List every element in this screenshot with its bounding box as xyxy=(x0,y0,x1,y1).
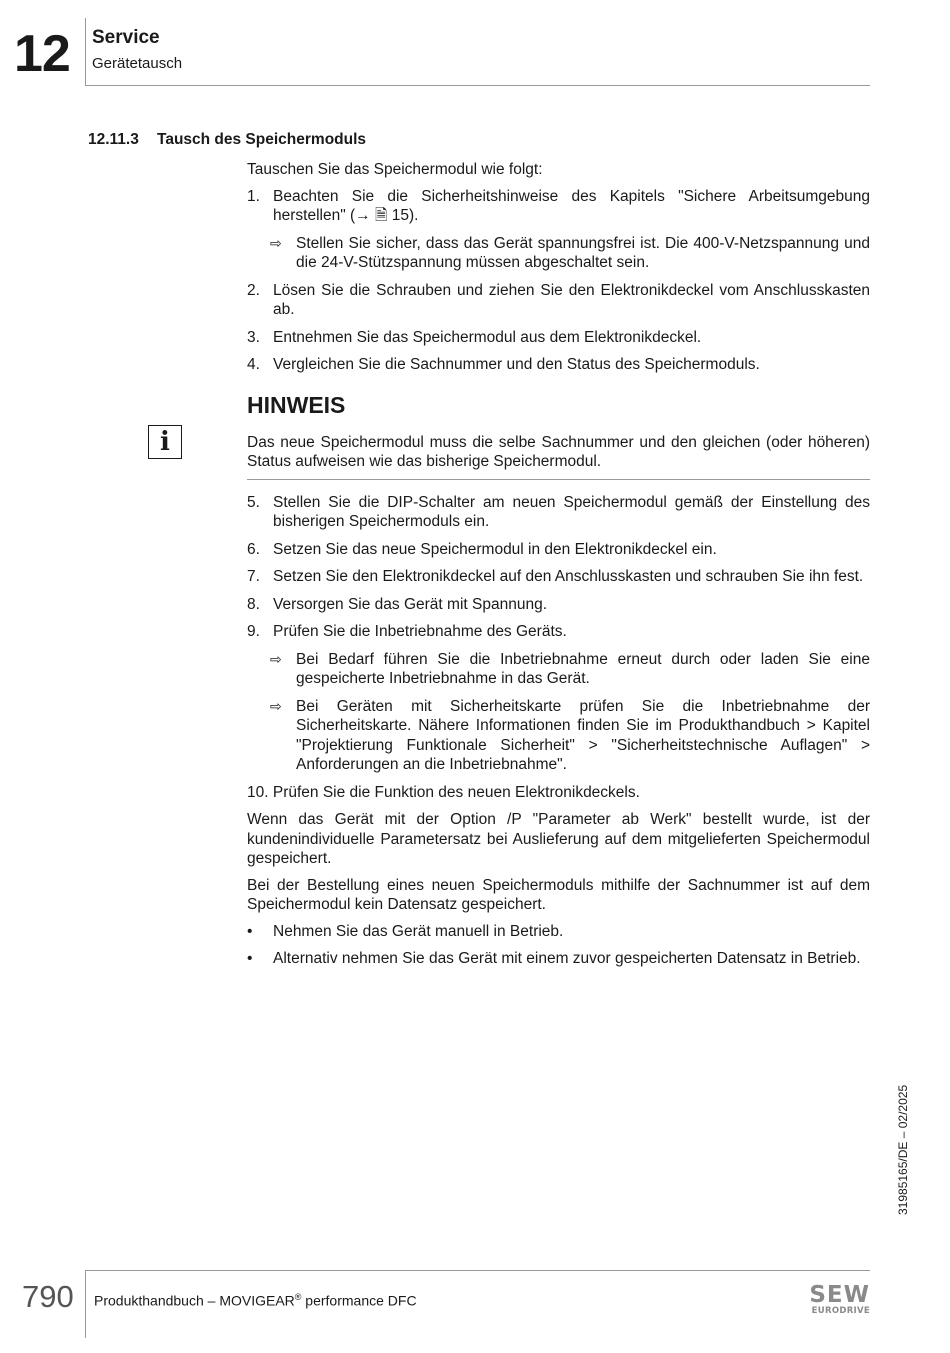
notice-text: Das neue Speichermodul muss die selbe Sachnummer und den gleichen (oder höheren) Status aufweisen wie das bisherige Speichermodul. xyxy=(247,433,870,470)
result-arrow-icon: ⇨ xyxy=(270,697,282,714)
notice-title: HINWEIS xyxy=(247,391,346,418)
step-text: Lösen Sie die Schrauben und ziehen Sie den Elektronikdeckel vom Anschlusskasten ab. xyxy=(273,281,870,318)
step-text: Entnehmen Sie das Speichermodul aus dem Elektronikdeckel. xyxy=(273,328,702,346)
list-item xyxy=(247,493,870,532)
step-number: 10. xyxy=(247,783,269,801)
paragraph: Wenn das Gerät mit der Option /P "Parameter ab Werk" bestellt wurde, ist der kundenindividuelle Parametersatz bei Auslieferung auf dem mitgelieferten Speichermodul gespeichert. xyxy=(247,811,870,867)
step-number: 4. xyxy=(247,356,260,373)
step-number: 6. xyxy=(247,540,260,558)
footer-title xyxy=(94,1292,417,1309)
chapter-number: 12 xyxy=(14,25,70,83)
list-item xyxy=(247,567,870,587)
logo-main: SEW xyxy=(809,1282,870,1308)
sub-item xyxy=(247,697,870,775)
chapter-title: Service xyxy=(92,27,160,48)
list-item xyxy=(247,355,870,375)
steps-list-b xyxy=(247,493,870,803)
list-item xyxy=(247,949,870,969)
bullet-list xyxy=(247,922,870,969)
page-number: 790 xyxy=(22,1279,74,1314)
steps-list-a xyxy=(247,187,870,375)
sub-item xyxy=(247,650,870,689)
step-number: 9. xyxy=(247,623,260,640)
step-number: 1. xyxy=(247,187,260,205)
step-text: Setzen Sie den Elektronikdeckel auf den Anschlusskasten und schrauben Sie ihn fest. xyxy=(273,568,864,585)
footer-divider-vertical xyxy=(85,1270,86,1338)
step-number: 3. xyxy=(247,328,260,346)
section-title: Tausch des Speichermoduls xyxy=(157,131,367,148)
sub-item-text: Bei Bedarf führen Sie die Inbetriebnahme erneut durch oder laden Sie eine gespeicherte Inbetriebnahme in das Gerät. xyxy=(296,650,870,687)
footer-divider-horizontal xyxy=(85,1270,870,1271)
list-item xyxy=(247,595,870,615)
result-arrow-icon: ⇨ xyxy=(270,650,282,667)
step-text: Prüfen Sie die Funktion des neuen Elektronikdeckels. xyxy=(272,783,640,801)
list-item xyxy=(247,540,870,560)
footer-title-text: Produkthandbuch – MOVIGEAR xyxy=(94,1292,295,1309)
sub-item-text: Bei Geräten mit Sicherheitskarte prüfen Sie die Inbetriebnahme der Sicherheitskarte. Nähere Informationen finden Sie im Produkthandbuch > Kapitel "Projektierung Funktionale Sicherheit" > "Sicherheitstechnische Auflagen" > Anforderungen an die Inbetriebnahme". xyxy=(296,697,870,773)
sub-item xyxy=(247,234,870,273)
sew-logo xyxy=(798,1284,870,1316)
sub-item-text: Stellen Sie sicher, dass das Gerät spannungsfrei ist. Die 400-V-Netzspannung und die 24-V-Stützspannung müssen abgeschaltet sein. xyxy=(296,234,870,271)
step-text: Prüfen Sie die Inbetriebnahme des Geräts. xyxy=(273,623,567,640)
notice-divider xyxy=(247,479,870,480)
step-text: Beachten Sie die Sicherheitshinweise des Kapitels "Sichere Arbeitsumgebung herstellen" (→ 🗎 15). xyxy=(273,187,870,224)
header-divider-horizontal xyxy=(85,85,870,86)
result-arrow-icon: ⇨ xyxy=(270,234,282,251)
step-number: 5. xyxy=(247,493,260,511)
bullet-icon: • xyxy=(247,922,253,940)
step-number: 8. xyxy=(247,595,260,613)
step-number: 7. xyxy=(247,568,260,585)
list-item xyxy=(247,922,870,942)
step-text: Stellen Sie die DIP-Schalter am neuen Speichermodul gemäß der Einstellung des bisherigen Speichermoduls ein. xyxy=(273,493,870,530)
list-item xyxy=(247,187,870,226)
bullet-text: Alternativ nehmen Sie das Gerät mit einem zuvor gespeicherten Datensatz in Betrieb. xyxy=(273,950,861,967)
info-icon: i xyxy=(148,425,182,459)
section-heading xyxy=(88,131,366,149)
list-item xyxy=(247,328,870,348)
footer-title-suffix: performance DFC xyxy=(301,1292,417,1309)
registered-mark: ® xyxy=(294,1292,302,1302)
main-content xyxy=(247,160,870,977)
logo-sub: EURODRIVE xyxy=(811,1306,870,1316)
step-text: Vergleichen Sie die Sachnummer und den Status des Speichermoduls. xyxy=(273,356,760,373)
step-text: Setzen Sie das neue Speichermodul in den Elektronikdeckel ein. xyxy=(273,540,717,558)
step-number: 2. xyxy=(247,281,260,299)
section-number: 12.11.3 xyxy=(88,131,139,148)
document-id: 31985165/DE – 02/2025 xyxy=(896,1084,910,1215)
list-item xyxy=(247,281,870,320)
chapter-subtitle: Gerätetausch xyxy=(92,55,183,72)
list-item xyxy=(247,783,870,803)
intro-text: Tauschen Sie das Speichermodul wie folgt: xyxy=(247,161,543,178)
list-item xyxy=(247,622,870,642)
paragraph: Bei der Bestellung eines neuen Speichermoduls mithilfe der Sachnummer ist auf dem Speichermodul kein Datensatz gespeichert. xyxy=(247,876,870,913)
header-divider-vertical xyxy=(85,18,86,86)
bullet-text: Nehmen Sie das Gerät manuell in Betrieb. xyxy=(273,922,564,940)
step-text: Versorgen Sie das Gerät mit Spannung. xyxy=(273,595,547,613)
bullet-icon: • xyxy=(247,950,253,967)
